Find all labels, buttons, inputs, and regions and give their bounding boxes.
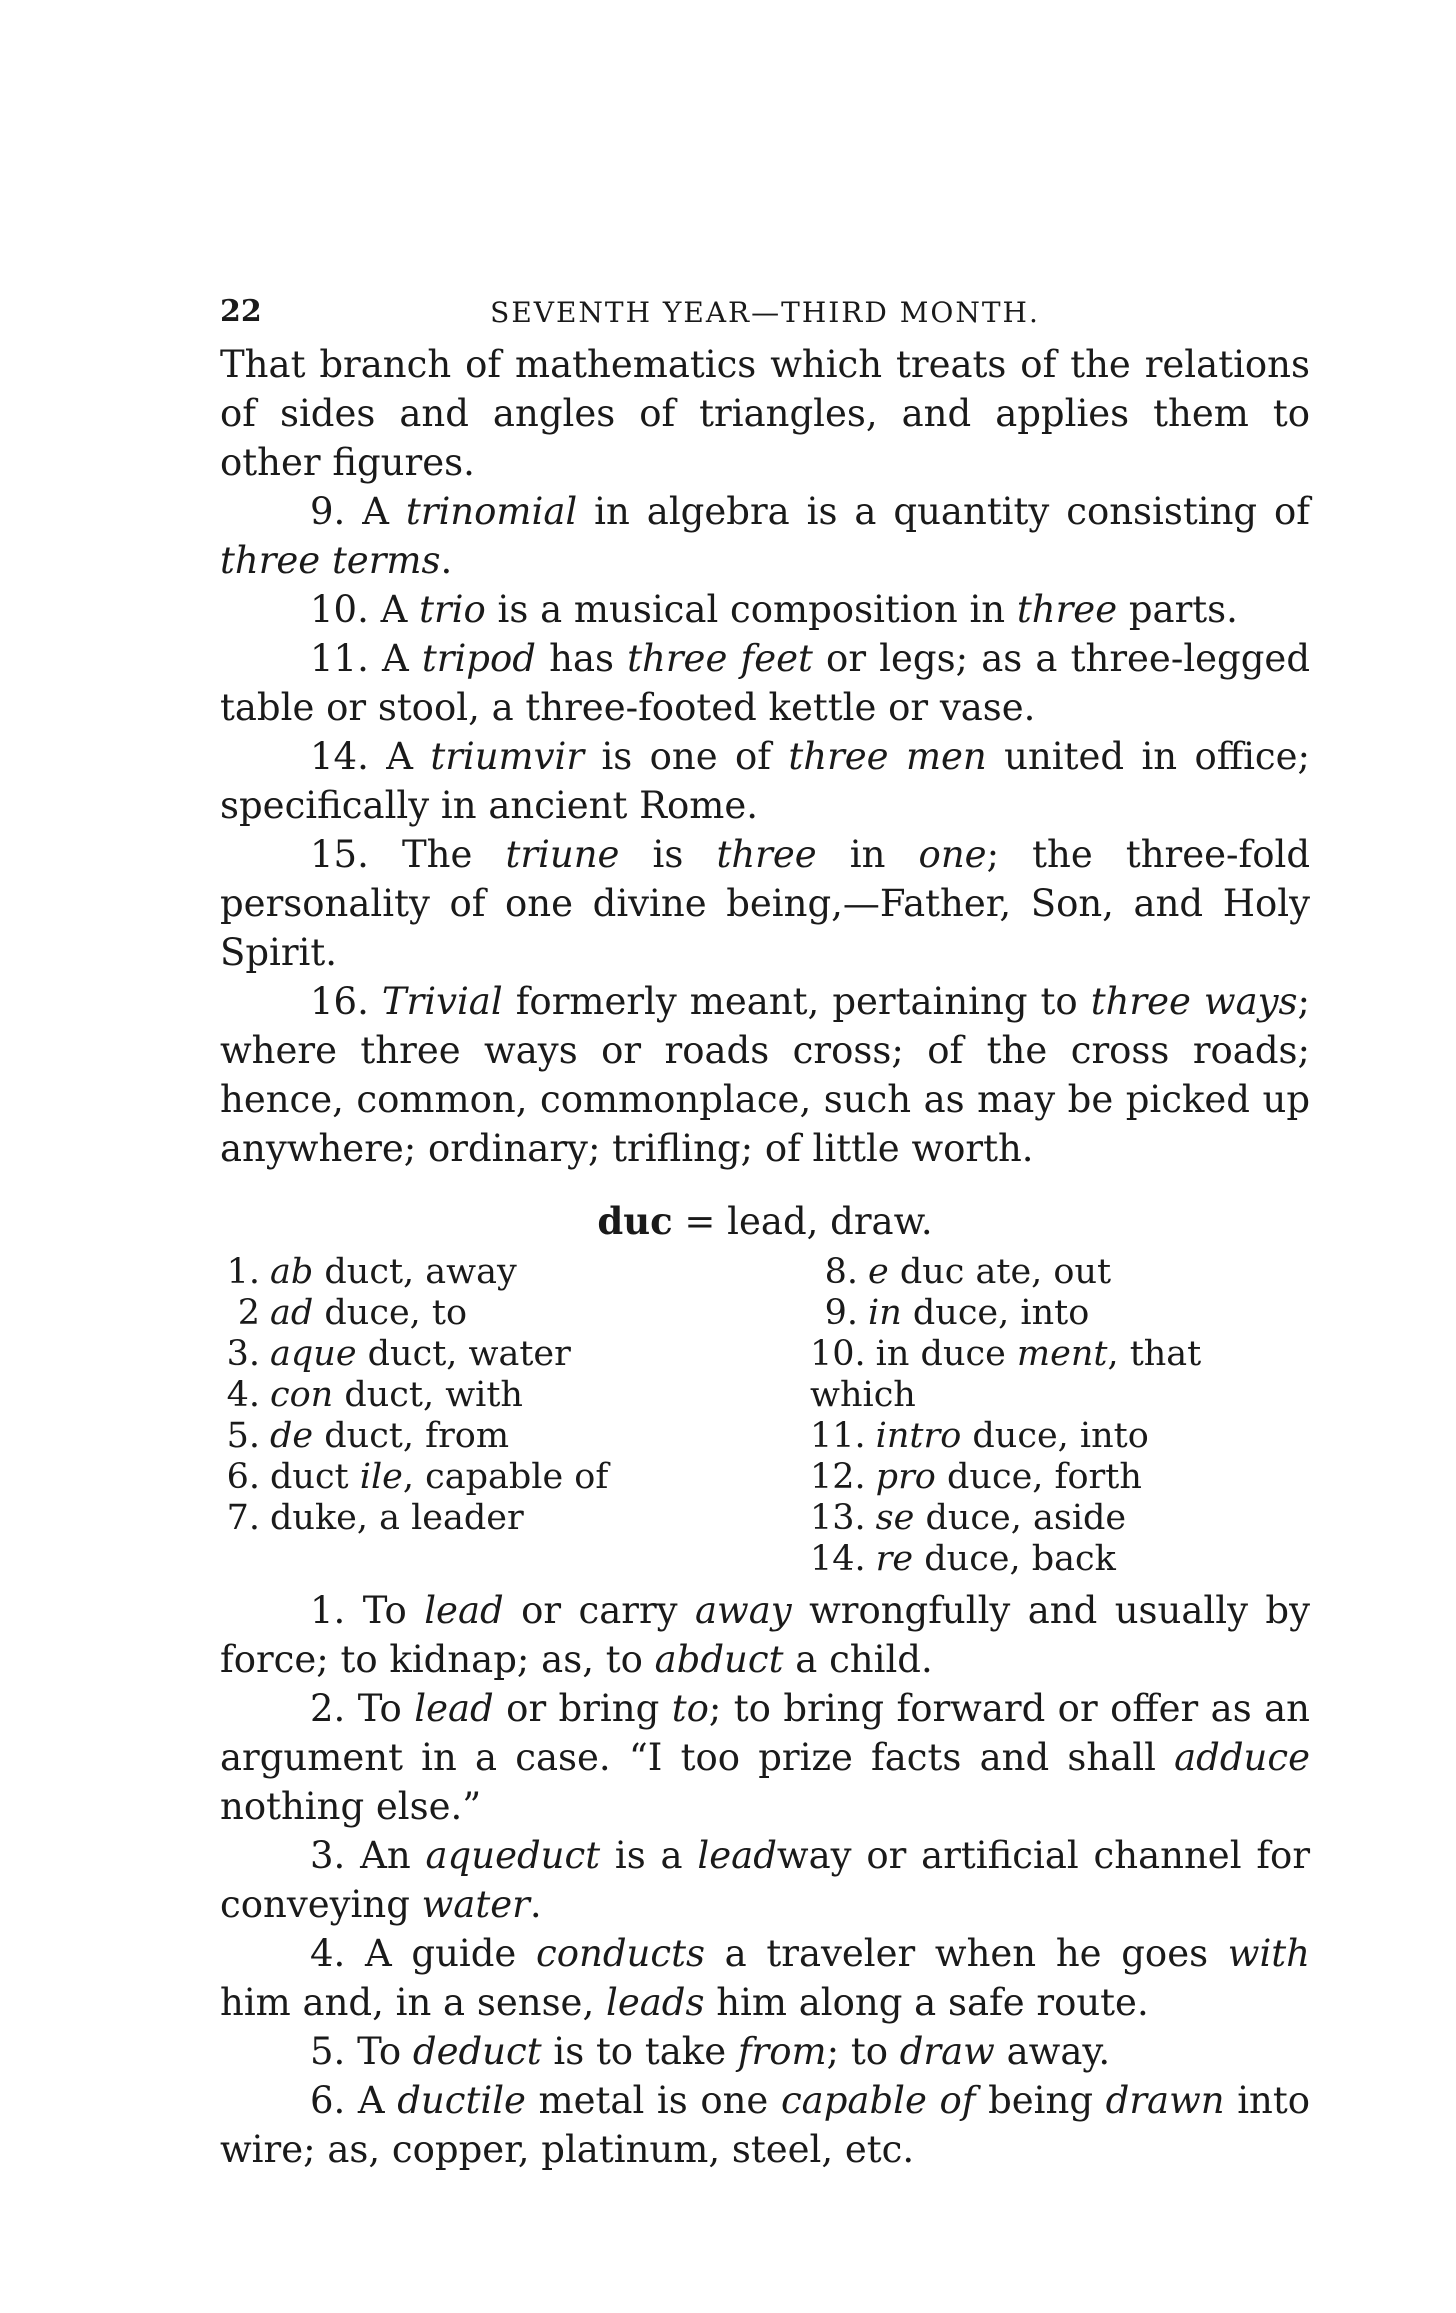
- derivative-item: 4. con duct, with: [226, 1375, 523, 1415]
- definition-14: 14. A triumvir is one of three men united in office; specifically in ancient Rome.: [220, 735, 1310, 827]
- derivatives-left-column: [220, 1252, 810, 1580]
- duc-definition-3: 3. An aqueduct is a leadway or artificial channel for conveying water.: [220, 1834, 1311, 1926]
- running-head: [220, 290, 1310, 340]
- duc-definition-1: 1. To lead or carry away wrongfully and usually by force; to kidnap; as, to abduct a child.: [220, 1589, 1311, 1681]
- derivative-item: 6. duct ile, capable of: [226, 1457, 609, 1497]
- derivatives-list: [220, 1252, 1310, 1580]
- derivative-item: 14. re duce, back: [810, 1539, 1116, 1579]
- duc-definition-6: 6. A ductile metal is one capable of being drawn into wire; as, copper, platinum, steel, etc.: [220, 2079, 1310, 2171]
- root-meaning: = lead, draw.: [684, 1200, 933, 1243]
- derivative-item: 1. ab duct, away: [226, 1252, 517, 1292]
- derivative-item: 7. duke, a leader: [226, 1498, 524, 1538]
- definition-9: 9. A trinomial in algebra is a quantity consisting of three terms.: [220, 490, 1311, 582]
- page-number: 22: [220, 294, 262, 329]
- derivative-item: 11. intro duce, into: [810, 1416, 1149, 1456]
- running-title: SEVENTH YEAR—THIRD MONTH.: [490, 296, 1040, 329]
- definition-16: 16. Trivial formerly meant, pertaining to three ways; where three ways or roads cross; of the cross roads; hence, common, commonplace, such as may be picked up anywhere; ordinary; trifling; of little worth.: [220, 980, 1311, 1170]
- derivative-item: 13. se duce, aside: [810, 1498, 1127, 1538]
- trig-continuation: That branch of mathematics which treats of the relations of sides and angles of triangles, and applies them to other figures.: [220, 343, 1310, 484]
- book-page: [220, 290, 1310, 2174]
- derivative-item: 8. e duc ate, out: [824, 1252, 1112, 1292]
- derivative-item: 3. aque duct, water: [226, 1334, 571, 1374]
- definition-10: 10. A trio is a musical composition in three parts.: [310, 588, 1238, 631]
- derivatives-right-column: [810, 1252, 1310, 1580]
- derivative-item: 5. de duct, from: [226, 1416, 510, 1456]
- definition-15: 15. The triune is three in one; the three-fold personality of one divine being,—Father, Son, and Holy Spirit.: [220, 833, 1311, 974]
- derivative-item: 9. in duce, into: [824, 1293, 1090, 1333]
- duc-definition-4: 4. A guide conducts a traveler when he goes with him and, in a sense, leads him along a safe route.: [220, 1932, 1310, 2024]
- definition-11: 11. A tripod has three feet or legs; as a three-legged table or stool, a three-footed kettle or vase.: [220, 637, 1311, 729]
- derivative-item: 2 ad duce, to: [237, 1293, 468, 1333]
- root-heading: [220, 1195, 1310, 1248]
- root-word: duc: [597, 1199, 673, 1243]
- derivative-item: 10. in duce ment, that which: [810, 1334, 1202, 1415]
- derivative-item: 12. pro duce, forth: [810, 1457, 1142, 1497]
- duc-definition-5: 5. To deduct is to take from; to draw away.: [310, 2030, 1111, 2073]
- duc-definition-2: 2. To lead or bring to; to bring forward or offer as an argument in a case. “I too prize facts and shall adduce nothing else.”: [220, 1687, 1311, 1828]
